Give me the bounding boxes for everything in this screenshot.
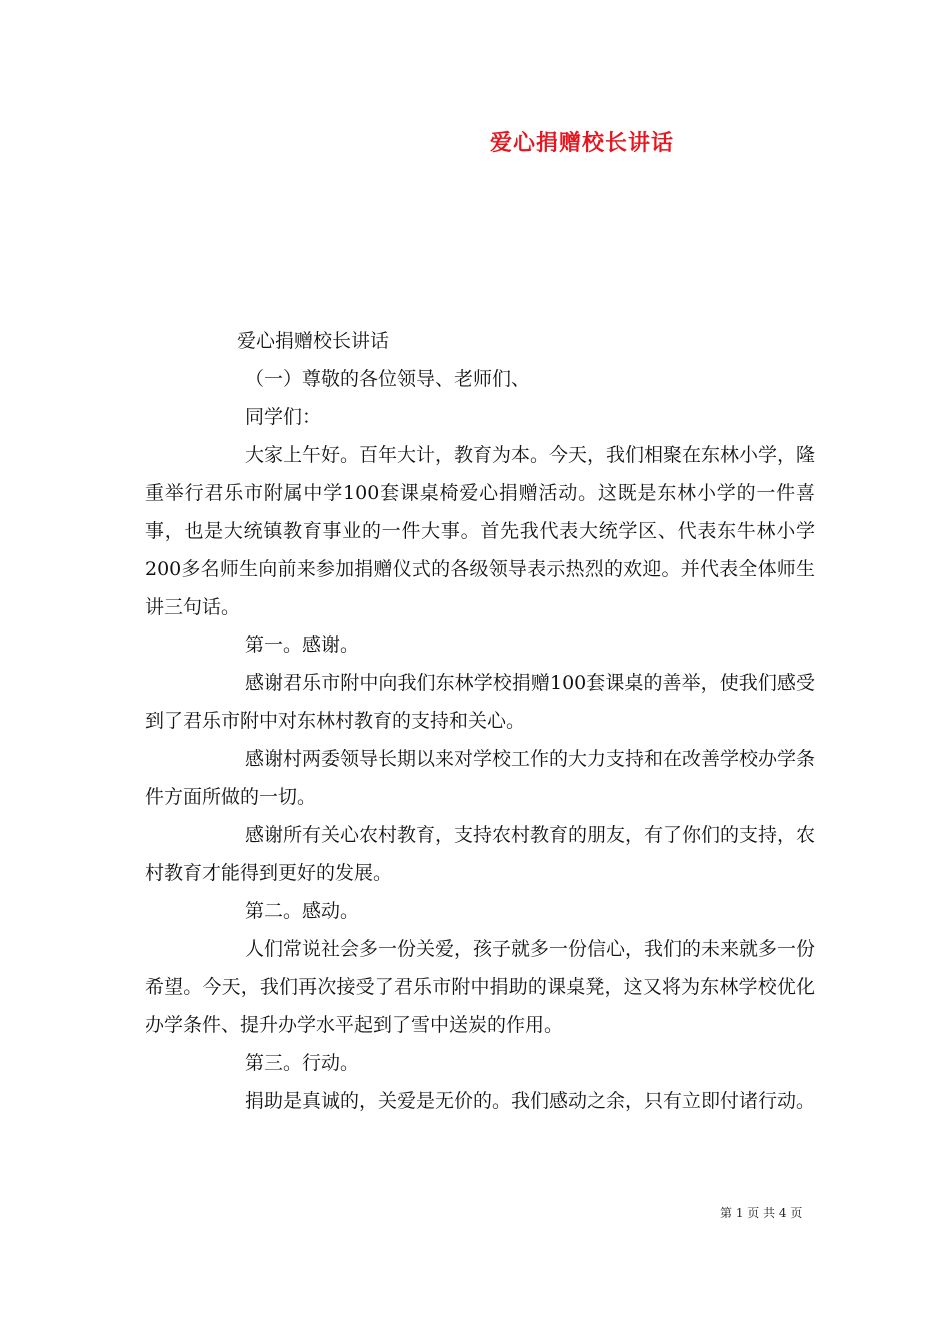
document-body: [145, 322, 815, 1120]
section-heading: 第二。感动。: [245, 900, 360, 922]
body-paragraph: 感谢村两委领导长期以来对学校工作的大力支持和在改善学校办学条件方面所做的一切。: [145, 748, 816, 808]
salutation-line: （一）尊敬的各位领导、老师们、: [245, 368, 531, 390]
body-paragraph: 感谢君乐市附中向我们东林学校捐赠100套课桌的善举，使我们感受到了君乐市附中对东林村教育的支持和关心。: [145, 672, 815, 732]
page-title: 爱心捐赠校长讲话: [490, 130, 675, 156]
page-number: 第 1 页 共 4 页: [720, 1206, 803, 1220]
body-paragraph: 捐助是真诚的，关爱是无价的。我们感动之余，只有立即付诸行动。: [245, 1090, 816, 1112]
salutation-line: 同学们：: [245, 406, 322, 428]
body-paragraph: 大家上午好。百年大计，教育为本。今天，我们相聚在东林小学，隆重举行君乐市附属中学100套课桌椅爱心捐赠活动。这既是东林小学的一件喜事，也是大统镇教育事业的一件大事。首先我代表大统学区、代表东牛林小学200多名师生向前来参加捐赠仪式的各级领导表示热烈的欢迎。并代表全体师生讲三句话。: [145, 444, 816, 618]
body-paragraph: 人们常说社会多一份关爱，孩子就多一份信心，我们的未来就多一份希望。今天，我们再次接受了君乐市附中捐助的课桌凳，这又将为东林学校优化办学条件、提升办学水平起到了雪中送炭的作用。: [145, 938, 816, 1036]
section-heading: 第三。行动。: [245, 1052, 360, 1074]
body-heading: 爱心捐赠校长讲话: [237, 330, 390, 352]
section-heading: 第一。感谢。: [245, 634, 360, 656]
body-paragraph: 感谢所有关心农村教育，支持农村教育的朋友，有了你们的支持，农村教育才能得到更好的发展。: [145, 824, 816, 884]
